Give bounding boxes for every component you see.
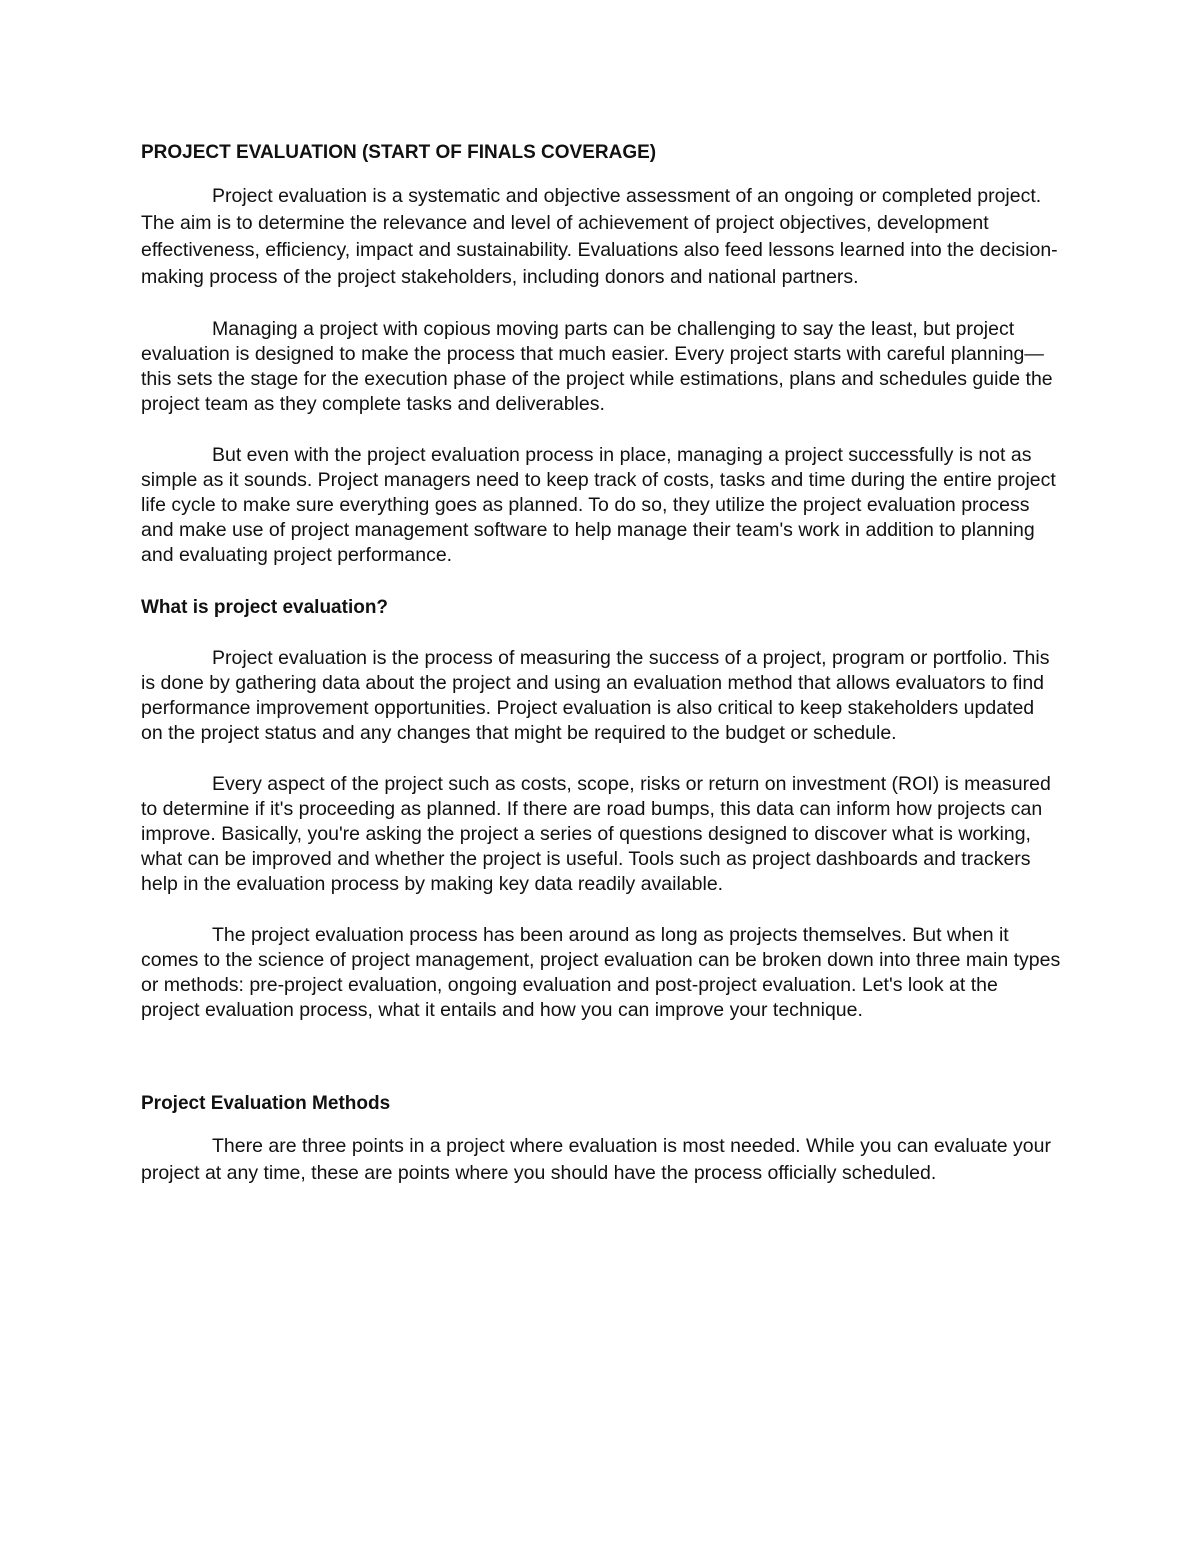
section-heading-what-is: What is project evaluation? [141, 597, 389, 618]
section1-paragraph-1: Project evaluation is the process of measuring the success of a project, program or portfolio. This is done by gathering data about the project and using an evaluation method that allows evaluators to find performance improvement opportunities. Project evaluation is also critical to keep stakeholders updated on the project status and any changes that might be required to the budget or schedule. [141, 647, 1050, 744]
intro-paragraph-1: Project evaluation is a systematic and objective assessment of an ongoing or completed project. The aim is to determine the relevance and level of achievement of project objectives, development effectiveness, efficiency, impact and sustainability. Evaluations also feed lessons learned into the decision-making process of the project stakeholders, including donors and national partners. [141, 185, 1058, 288]
section1-paragraph-2: Every aspect of the project such as costs, scope, risks or return on investment (ROI) is measured to determine if it's proceeding as planned. If there are road bumps, this data can inform how projects can improve. Basically, you're asking the project a series of questions designed to discover what is working, what can be improved and whether the project is useful. Tools such as project dashboards and trackers help in the evaluation process by making key data readily available. [141, 773, 1051, 895]
document-title: PROJECT EVALUATION (START OF FINALS COVERAGE) [141, 142, 657, 163]
section-heading-methods: Project Evaluation Methods [141, 1093, 391, 1114]
intro-paragraph-2: Managing a project with copious moving parts can be challenging to say the least, but project evaluation is designed to make the process that much easier. Every project starts with careful planning—this sets the stage for the execution phase of the project while estimations, plans and schedules guide the project team as they complete tasks and deliverables. [141, 318, 1053, 415]
section1-paragraph-3: The project evaluation process has been around as long as projects themselves. But when it comes to the science of project management, project evaluation can be broken down into three main types or methods: pre-project evaluation, ongoing evaluation and post-project evaluation. Let's look at the project evaluation process, what it entails and how you can improve your technique. [141, 924, 1061, 1021]
document-body [141, 140, 1061, 1187]
section2-paragraph-1: There are three points in a project where evaluation is most needed. While you can evaluate your project at any time, these are points where you should have the process officially scheduled. [141, 1135, 1051, 1184]
intro-paragraph-3: But even with the project evaluation process in place, managing a project successfully is not as simple as it sounds. Project managers need to keep track of costs, tasks and time during the entire project life cycle to make sure everything goes as planned. To do so, they utilize the project evaluation process and make use of project management software to help manage their team's work in addition to planning and evaluating project performance. [141, 444, 1056, 566]
